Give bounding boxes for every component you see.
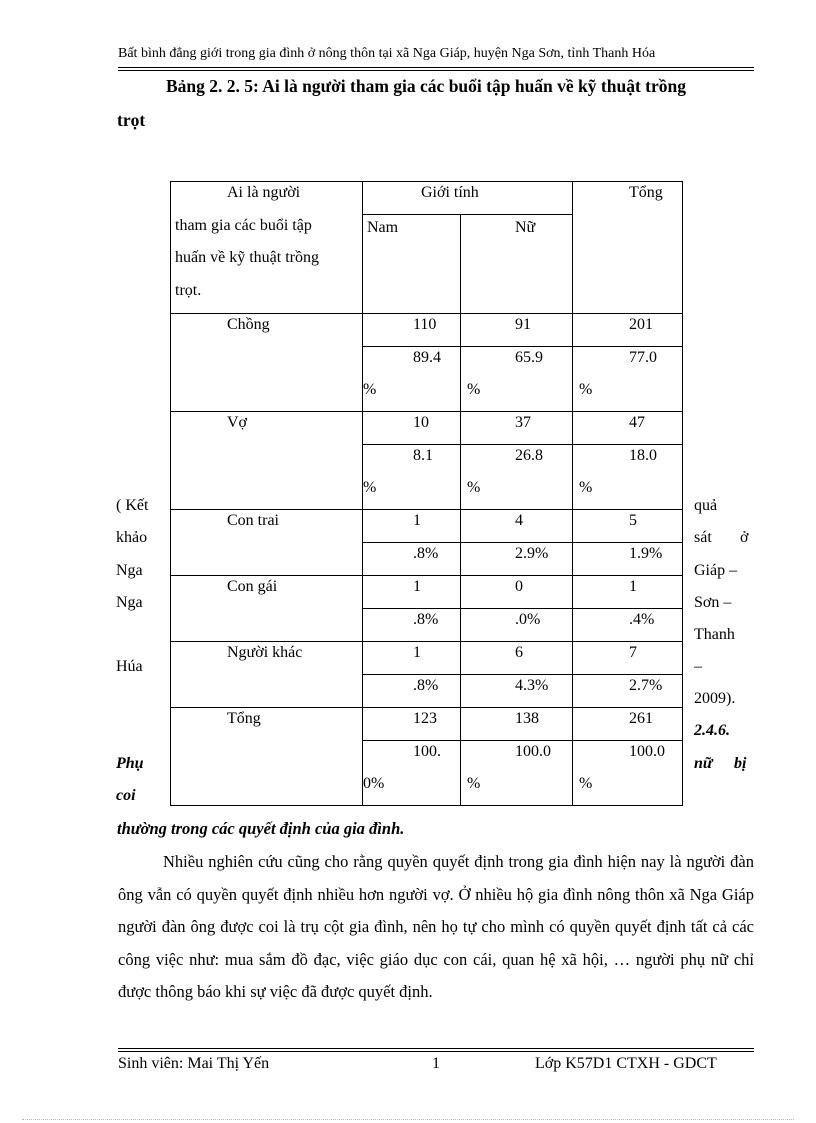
table-cell — [461, 314, 573, 347]
cell-value: 10 — [413, 414, 429, 431]
cell-value: 1.9% — [629, 545, 663, 562]
body-paragraph: Nhiều nghiên cứu cũng cho rằng quyền quyết định trong gia đình hiện nay là người đàn ông vẫn có quyền quyết định nhiều hơn người vợ. Ở nhiều hộ gia đình nông thôn xã Nga Giáp người đàn ông được coi là trụ cột gia đình, nên họ tự cho mình có quyền quyết định tất cả các công việc như: mua sắm đồ đạc, việc giáo dục con cái, quan hệ xã hội, … người phụ nữ chỉ được thông báo khi sự việc đã được quyết định. — [118, 852, 754, 1001]
left-margin-text: Nga — [116, 594, 143, 611]
table-cell — [573, 412, 683, 445]
corner-line: trọt. — [175, 282, 202, 299]
cell-value: 6 — [515, 644, 523, 661]
cell-value: 65.9 — [515, 349, 543, 366]
table-cell — [363, 576, 461, 609]
table-cell — [461, 412, 573, 445]
cell-suffix: % — [467, 479, 481, 496]
table-cell — [363, 347, 461, 412]
row-label-nguoi-khac — [171, 642, 363, 708]
table-cell — [363, 543, 461, 576]
cell-value: 89.4 — [413, 349, 441, 366]
cell-suffix: % — [579, 479, 593, 496]
left-margin-text: Phụ — [116, 755, 144, 772]
table-cell — [363, 314, 461, 347]
table-cell — [573, 543, 683, 576]
corner-cell — [171, 182, 363, 314]
right-margin-text: 2009). — [694, 690, 736, 707]
total-label: Tổng — [629, 184, 663, 201]
footer-rule — [118, 1048, 754, 1049]
left-margin-text: Nga — [116, 562, 143, 579]
table-cell — [363, 741, 461, 806]
section-heading-cont: thường trong các quyết định của gia đình. — [117, 819, 405, 838]
cell-suffix: % — [579, 381, 593, 398]
cell-suffix: 0% — [363, 775, 385, 792]
row-label-con-trai — [171, 510, 363, 576]
table-cell — [573, 510, 683, 543]
row-label-con-gai — [171, 576, 363, 642]
cell-value: .8% — [413, 677, 439, 694]
corner-line: tham gia các buổi tập — [175, 217, 312, 234]
right-margin-text: nữ — [694, 755, 713, 772]
table-cell — [573, 347, 683, 412]
row-label-vo — [171, 412, 363, 510]
table-cell — [461, 642, 573, 675]
table-title: Bảng 2. 2. 5: Ai là người tham gia các buổi tập huấn về kỹ thuật trồng — [166, 76, 686, 96]
row-label: Con gái — [227, 578, 278, 595]
left-margin-text: ( Kết — [116, 497, 149, 514]
right-margin-text: Giáp – — [694, 562, 738, 579]
table-cell — [573, 445, 683, 510]
cell-value: 4 — [515, 512, 523, 529]
cell-value: .8% — [413, 545, 439, 562]
survey-table — [170, 181, 683, 806]
cell-value: 138 — [515, 710, 539, 727]
table-cell — [573, 642, 683, 675]
table-cell — [363, 642, 461, 675]
footer-student: Sinh viên: Mai Thị Yến — [118, 1055, 270, 1072]
cell-value: 2.7% — [629, 677, 663, 694]
cell-suffix: % — [467, 775, 481, 792]
cell-value: 1 — [413, 512, 421, 529]
cell-value: 123 — [413, 710, 437, 727]
cell-value: 201 — [629, 316, 653, 333]
table-cell — [363, 609, 461, 642]
cell-value: .0% — [515, 611, 541, 628]
table-cell — [461, 543, 573, 576]
corner-line: Ai là người — [227, 184, 301, 201]
cell-value: 100.0 — [629, 743, 665, 760]
table-cell — [461, 510, 573, 543]
header-rule-2 — [118, 70, 754, 71]
cell-value: 7 — [629, 644, 637, 661]
cell-value: 100.0 — [515, 743, 551, 760]
right-margin-text: – — [694, 658, 702, 675]
cell-value: 110 — [413, 316, 437, 333]
table-title-cont: trọt — [117, 110, 146, 130]
cell-value: 37 — [515, 414, 531, 431]
running-header: Bất bình đẳng giới trong gia đình ở nông thôn tại xã Nga Giáp, huyện Nga Sơn, tỉnh Thanh Hóa — [118, 46, 656, 61]
right-margin-text: 2.4.6. — [694, 722, 730, 739]
cell-value: .4% — [629, 611, 655, 628]
nu-label: Nữ — [515, 219, 536, 236]
right-margin-text: Sơn – — [694, 594, 732, 611]
left-margin-text: coi — [116, 787, 136, 804]
cell-value: 18.0 — [629, 447, 657, 464]
cell-value: 1 — [413, 578, 421, 595]
cell-suffix: % — [363, 381, 377, 398]
table-cell — [573, 741, 683, 806]
cell-value: 261 — [629, 710, 653, 727]
left-margin-text: Húa — [116, 658, 143, 675]
table-cell — [363, 708, 461, 741]
total-header — [573, 182, 683, 314]
row-label-chong — [171, 314, 363, 412]
table-cell — [461, 708, 573, 741]
footer-rule-2 — [118, 1051, 754, 1052]
cell-value: 26.8 — [515, 447, 543, 464]
cell-value: 91 — [515, 316, 531, 333]
row-label-tong — [171, 708, 363, 806]
cell-value: .8% — [413, 611, 439, 628]
table-cell — [461, 675, 573, 708]
cell-value: 5 — [629, 512, 637, 529]
cell-suffix: % — [579, 775, 593, 792]
right-margin-text: ở — [740, 529, 749, 546]
table-cell — [573, 314, 683, 347]
cell-value: 1 — [629, 578, 637, 595]
cell-value: 47 — [629, 414, 645, 431]
cell-suffix: % — [467, 381, 481, 398]
left-margin-text: khảo — [116, 529, 148, 546]
table-cell — [363, 445, 461, 510]
page-number: 1 — [432, 1055, 440, 1072]
right-margin-text: sát — [694, 529, 712, 546]
nam-label: Nam — [367, 219, 399, 236]
right-margin-text: bị — [734, 755, 747, 772]
cell-value: 77.0 — [629, 349, 657, 366]
table-cell — [461, 347, 573, 412]
header-rule — [118, 67, 754, 68]
cell-suffix: % — [363, 479, 377, 496]
table-cell — [573, 675, 683, 708]
row-label: Con trai — [227, 512, 279, 529]
table-cell — [363, 412, 461, 445]
table-cell — [573, 609, 683, 642]
cell-value: 4.3% — [515, 677, 549, 694]
col-nu — [461, 215, 573, 314]
table-cell — [461, 609, 573, 642]
cell-value: 8.1 — [413, 447, 433, 464]
footer-class: Lớp K57D1 CTXH - GDCT — [535, 1055, 717, 1072]
table-cell — [363, 510, 461, 543]
gender-label: Giới tính — [421, 184, 479, 201]
gender-group-header — [363, 182, 573, 215]
table-cell — [573, 576, 683, 609]
row-label: Chồng — [227, 316, 270, 333]
page-bottom-dotted-rule — [22, 1119, 794, 1120]
table-cell — [461, 576, 573, 609]
corner-line: huấn về kỹ thuật trồng — [175, 249, 319, 266]
cell-value: 2.9% — [515, 545, 549, 562]
row-label: Tổng — [227, 710, 261, 727]
table-cell — [573, 708, 683, 741]
cell-value: 1 — [413, 644, 421, 661]
right-margin-text: Thanh — [694, 626, 735, 643]
cell-value: 100. — [413, 743, 441, 760]
row-label: Người khác — [227, 644, 303, 661]
cell-value: 0 — [515, 578, 523, 595]
table-cell — [363, 675, 461, 708]
row-label: Vợ — [227, 414, 248, 431]
col-nam — [363, 215, 461, 314]
right-margin-text: quả — [694, 497, 718, 514]
table-cell — [461, 445, 573, 510]
table-cell — [461, 741, 573, 806]
